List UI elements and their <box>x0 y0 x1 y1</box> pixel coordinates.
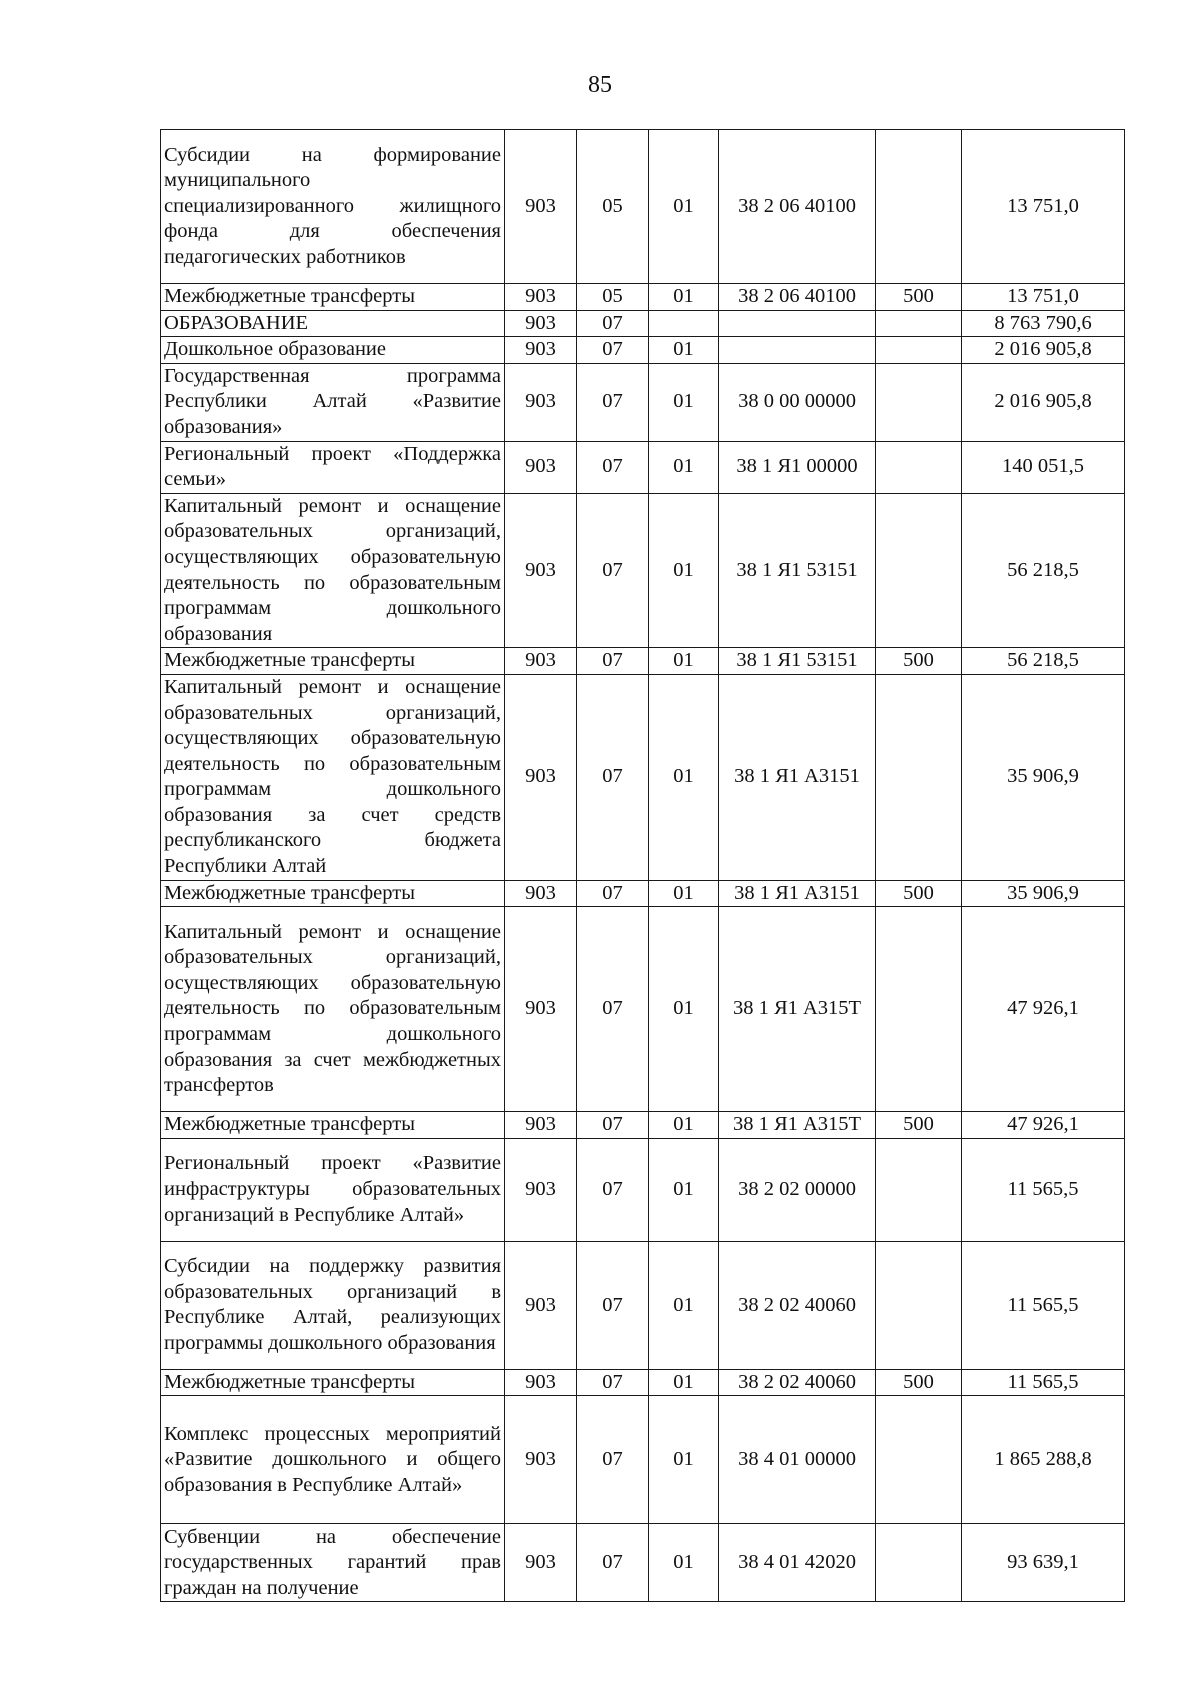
row-section-code: 07 <box>577 1112 649 1139</box>
row-section-code: 07 <box>577 1241 649 1369</box>
row-expense-type: 500 <box>876 1369 962 1396</box>
row-subsection-code: 01 <box>649 1369 719 1396</box>
row-target-article: 38 1 Я1 А3151 <box>719 674 876 880</box>
table-row <box>161 1524 1125 1602</box>
row-grbs-code: 903 <box>505 337 577 364</box>
table-row <box>161 493 1125 648</box>
row-target-article: 38 4 01 00000 <box>719 1396 876 1524</box>
row-grbs-code: 903 <box>505 1138 577 1241</box>
row-section-code: 07 <box>577 674 649 880</box>
row-expense-type: 500 <box>876 880 962 907</box>
row-section-code: 07 <box>577 1369 649 1396</box>
row-grbs-code: 903 <box>505 1369 577 1396</box>
row-expense-type <box>876 1524 962 1602</box>
row-description: Межбюджетные трансферты <box>161 880 505 907</box>
row-section-code: 07 <box>577 493 649 648</box>
row-description: Межбюджетные трансферты <box>161 1112 505 1139</box>
row-target-article: 38 0 00 00000 <box>719 363 876 441</box>
row-expense-type: 500 <box>876 284 962 311</box>
row-subsection-code: 01 <box>649 674 719 880</box>
row-amount: 2 016 905,8 <box>962 337 1125 364</box>
table-row <box>161 1138 1125 1241</box>
row-section-code: 05 <box>577 130 649 284</box>
row-amount: 1 865 288,8 <box>962 1396 1125 1524</box>
row-target-article: 38 1 Я1 А315Т <box>719 907 876 1112</box>
table-row <box>161 130 1125 284</box>
table-row <box>161 363 1125 441</box>
row-expense-type <box>876 310 962 337</box>
row-grbs-code: 903 <box>505 1396 577 1524</box>
row-expense-type <box>876 1138 962 1241</box>
row-amount: 13 751,0 <box>962 130 1125 284</box>
row-description: Государственная программа Республики Алтай «Развитие образования» <box>161 363 505 441</box>
row-subsection-code: 01 <box>649 337 719 364</box>
row-grbs-code: 903 <box>505 130 577 284</box>
row-subsection-code <box>649 310 719 337</box>
row-target-article <box>719 337 876 364</box>
row-amount: 35 906,9 <box>962 880 1125 907</box>
row-description: Субсидии на поддержку развития образовательных организаций в Республике Алтай, реализующих программы дошкольного образования <box>161 1241 505 1369</box>
row-target-article: 38 1 Я1 А3151 <box>719 880 876 907</box>
row-section-code: 05 <box>577 284 649 311</box>
budget-table <box>160 129 1125 1602</box>
row-grbs-code: 903 <box>505 674 577 880</box>
row-amount: 11 565,5 <box>962 1369 1125 1396</box>
table-row <box>161 1369 1125 1396</box>
row-description: Субвенции на обеспечение государственных гарантий прав граждан на получение <box>161 1524 505 1602</box>
row-target-article: 38 2 06 40100 <box>719 284 876 311</box>
table-row <box>161 674 1125 880</box>
row-target-article: 38 2 06 40100 <box>719 130 876 284</box>
row-target-article: 38 1 Я1 53151 <box>719 648 876 675</box>
row-expense-type <box>876 1241 962 1369</box>
row-amount: 56 218,5 <box>962 648 1125 675</box>
row-expense-type <box>876 363 962 441</box>
row-expense-type <box>876 130 962 284</box>
row-description: Региональный проект «Поддержка семьи» <box>161 441 505 493</box>
row-section-code: 07 <box>577 907 649 1112</box>
row-grbs-code: 903 <box>505 363 577 441</box>
row-target-article: 38 2 02 40060 <box>719 1241 876 1369</box>
row-grbs-code: 903 <box>505 493 577 648</box>
row-grbs-code: 903 <box>505 310 577 337</box>
row-subsection-code: 01 <box>649 1138 719 1241</box>
row-grbs-code: 903 <box>505 1524 577 1602</box>
row-grbs-code: 903 <box>505 1112 577 1139</box>
row-section-code: 07 <box>577 363 649 441</box>
row-section-code: 07 <box>577 441 649 493</box>
row-section-code: 07 <box>577 880 649 907</box>
budget-table-body <box>161 130 1125 1602</box>
row-expense-type: 500 <box>876 1112 962 1139</box>
row-expense-type <box>876 674 962 880</box>
row-section-code: 07 <box>577 337 649 364</box>
row-description: Межбюджетные трансферты <box>161 648 505 675</box>
row-description: Межбюджетные трансферты <box>161 284 505 311</box>
row-grbs-code: 903 <box>505 648 577 675</box>
row-target-article: 38 2 02 00000 <box>719 1138 876 1241</box>
row-amount: 47 926,1 <box>962 1112 1125 1139</box>
row-subsection-code: 01 <box>649 1524 719 1602</box>
row-section-code: 07 <box>577 648 649 675</box>
row-subsection-code: 01 <box>649 130 719 284</box>
row-subsection-code: 01 <box>649 1396 719 1524</box>
row-amount: 56 218,5 <box>962 493 1125 648</box>
row-subsection-code: 01 <box>649 880 719 907</box>
row-description: Капитальный ремонт и оснащение образовательных организаций, осуществляющих образовательную деятельность по образовательным программам дошкольного образования <box>161 493 505 648</box>
row-expense-type <box>876 441 962 493</box>
row-amount: 13 751,0 <box>962 284 1125 311</box>
table-row <box>161 284 1125 311</box>
row-expense-type <box>876 907 962 1112</box>
row-subsection-code: 01 <box>649 1241 719 1369</box>
row-description: ОБРАЗОВАНИЕ <box>161 310 505 337</box>
row-target-article: 38 4 01 42020 <box>719 1524 876 1602</box>
row-grbs-code: 903 <box>505 907 577 1112</box>
row-subsection-code: 01 <box>649 363 719 441</box>
row-description: Межбюджетные трансферты <box>161 1369 505 1396</box>
row-amount: 47 926,1 <box>962 907 1125 1112</box>
row-grbs-code: 903 <box>505 880 577 907</box>
row-target-article: 38 1 Я1 53151 <box>719 493 876 648</box>
row-target-article: 38 1 Я1 А315Т <box>719 1112 876 1139</box>
table-row <box>161 880 1125 907</box>
row-grbs-code: 903 <box>505 284 577 311</box>
row-target-article: 38 2 02 40060 <box>719 1369 876 1396</box>
table-row <box>161 907 1125 1112</box>
row-amount: 35 906,9 <box>962 674 1125 880</box>
table-row <box>161 648 1125 675</box>
page-number: 85 <box>588 72 612 98</box>
row-amount: 8 763 790,6 <box>962 310 1125 337</box>
row-target-article <box>719 310 876 337</box>
row-expense-type: 500 <box>876 648 962 675</box>
row-description: Субсидии на формирование муниципального специализированного жилищного фонда для обеспечения педагогических работников <box>161 130 505 284</box>
table-row <box>161 310 1125 337</box>
table-row <box>161 337 1125 364</box>
row-section-code: 07 <box>577 310 649 337</box>
row-subsection-code: 01 <box>649 284 719 311</box>
table-row <box>161 1112 1125 1139</box>
row-section-code: 07 <box>577 1138 649 1241</box>
row-grbs-code: 903 <box>505 1241 577 1369</box>
row-amount: 11 565,5 <box>962 1138 1125 1241</box>
row-subsection-code: 01 <box>649 493 719 648</box>
row-amount: 140 051,5 <box>962 441 1125 493</box>
row-section-code: 07 <box>577 1396 649 1524</box>
row-target-article: 38 1 Я1 00000 <box>719 441 876 493</box>
row-subsection-code: 01 <box>649 1112 719 1139</box>
table-row <box>161 1396 1125 1524</box>
row-expense-type <box>876 493 962 648</box>
table-row <box>161 1241 1125 1369</box>
row-description: Капитальный ремонт и оснащение образовательных организаций, осуществляющих образовательную деятельность по образовательным программам дошкольного образования за счет межбюджетных трансфертов <box>161 907 505 1112</box>
row-description: Комплекс процессных мероприятий «Развитие дошкольного и общего образования в Республике Алтай» <box>161 1396 505 1524</box>
row-description: Капитальный ремонт и оснащение образовательных организаций, осуществляющих образовательную деятельность по образовательным программам дошкольного образования за счет средств республиканского бюджета Республики Алтай <box>161 674 505 880</box>
row-amount: 93 639,1 <box>962 1524 1125 1602</box>
row-subsection-code: 01 <box>649 441 719 493</box>
row-description: Региональный проект «Развитие инфраструктуры образовательных организаций в Республике Алтай» <box>161 1138 505 1241</box>
row-expense-type <box>876 1396 962 1524</box>
row-subsection-code: 01 <box>649 907 719 1112</box>
row-amount: 11 565,5 <box>962 1241 1125 1369</box>
row-grbs-code: 903 <box>505 441 577 493</box>
row-description: Дошкольное образование <box>161 337 505 364</box>
table-row <box>161 441 1125 493</box>
row-amount: 2 016 905,8 <box>962 363 1125 441</box>
row-section-code: 07 <box>577 1524 649 1602</box>
row-subsection-code: 01 <box>649 648 719 675</box>
row-expense-type <box>876 337 962 364</box>
